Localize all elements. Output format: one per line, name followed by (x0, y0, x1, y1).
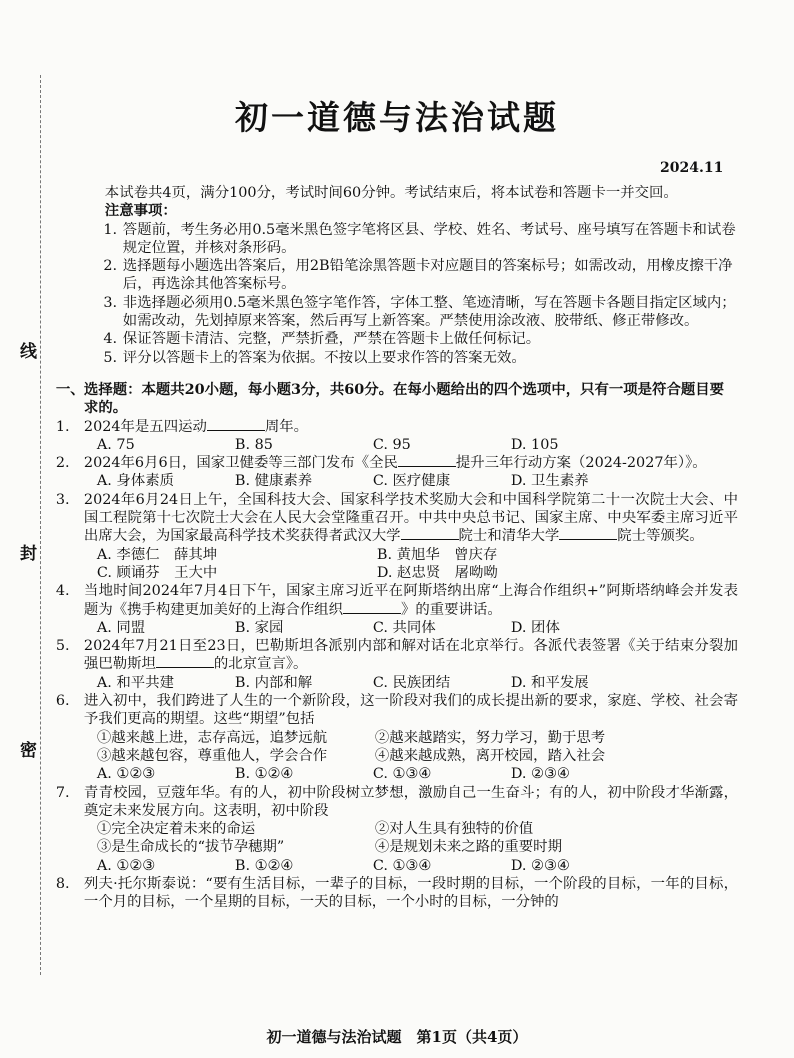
option: A. ①②③ (96, 766, 156, 783)
option: A. ①②③ (96, 857, 156, 874)
question-6-options (97, 765, 738, 783)
note-item: 4. 保证答题卡清洁、完整，严禁折叠，严禁在答题卡上做任何标记。 (103, 331, 541, 348)
exam-date: 2024.11 (660, 160, 724, 176)
question-6-statements (97, 729, 738, 766)
statement: ②对人生具有独特的价值 (374, 821, 534, 838)
question-6: 6. 进入初中，我们跨进了人生的一个新阶段，这一阶段对我们的成长提出新的要求，家庭、学校、社会寄予我们更高的期望。这些“期望”包括 (55, 693, 738, 728)
option: C. 医疗健康 (372, 473, 451, 490)
option: B. ①②④ (234, 857, 294, 874)
question-8: 8. 列夫·托尔斯泰说：“要有生活目标，一辈子的目标，一段时期的目标，一个阶段的目标，一年的目标，一个月的目标，一个星期的目标，一天的目标，一个小时的目标，一分钟的 (55, 875, 738, 911)
option: C. 民族团结 (372, 674, 451, 691)
question-7-statements (97, 820, 738, 857)
question-1-options (97, 436, 738, 454)
question-4-options (97, 619, 738, 637)
option: B. 内部和解 (234, 674, 313, 691)
option: D. 卫生素养 (510, 473, 589, 490)
option: B. 健康素养 (234, 473, 313, 490)
question-2-options (97, 472, 738, 490)
exam-content (55, 184, 738, 912)
option: C. ①③④ (372, 857, 432, 874)
notes-heading: 注意事项： (104, 202, 177, 220)
option: D. 团体 (510, 619, 560, 636)
option: A. 75 (96, 436, 135, 453)
answer-blank (207, 418, 265, 431)
note-item: 1. 答题前，考生务必用0.5毫米黑色签字笔将区县、学校、姓名、考试号、座号填写在答题卡和试卷规定位置，并核对条形码。 (103, 221, 736, 256)
answer-blank (559, 527, 617, 540)
statement: ③越来越包容，尊重他人，学会合作 (96, 747, 328, 764)
page-footer: 初一道德与法治试题 第1页（共4页） (266, 1028, 528, 1046)
note-item: 2. 选择题每小题选出答案后，用2B铅笔涂黑答题卡对应题目的答案标号；如需改动，用橡皮擦干净后，再选涂其他答案标号。 (103, 258, 733, 293)
statement: ③是生命成长的“拔节孕穗期” (96, 839, 285, 856)
statement: ①完全决定着未来的命运 (96, 821, 256, 838)
option: D. 105 (510, 436, 559, 453)
option: D. ②③④ (510, 766, 570, 783)
option: C. 顾诵芬 王大中 (96, 564, 218, 581)
option: B. 家园 (234, 619, 284, 636)
question-4: 4. 当地时间2024年7月4日下午，国家主席习近平在阿斯塔纳出席“上海合作组织+”阿斯塔纳峰会并发表题为《携手构建更加美好的上海合作组织 》的重要讲话。 (55, 583, 738, 618)
option: C. ①③④ (372, 766, 432, 783)
answer-blank (398, 454, 456, 467)
side-label-mi: 密 (20, 741, 37, 761)
option: A. 同盟 (96, 619, 146, 636)
statement: ②越来越踏实，努力学习，勤于思考 (374, 729, 606, 746)
option: C. 95 (372, 436, 411, 453)
option: D. 赵忠贤 屠呦呦 (376, 564, 498, 581)
question-3-options (97, 546, 738, 583)
option: D. 和平发展 (510, 674, 589, 691)
question-5: 5. 2024年7月21日至23日，巴勒斯坦各派别内部和解对话在北京举行。各派代表签署《关于结束分裂加强巴勒斯坦 的北京宣言》。 (55, 638, 738, 673)
section-heading: 一、 选择题：本题共20小题，每小题3分，共60分。在每小题给出的四个选项中，只有一项是符合题目要求的。 (55, 380, 725, 417)
question-1: 1. 2024年是五四运动 周年。 (55, 418, 309, 435)
option: C. 共同体 (372, 619, 436, 636)
option: B. 黄旭华 曾庆存 (376, 546, 498, 563)
option: B. 85 (234, 436, 273, 453)
answer-blank (343, 601, 401, 614)
statement: ④是规划未来之路的重要时期 (374, 839, 562, 856)
option: A. 和平共建 (96, 674, 174, 691)
note-item: 3. 非选择题必须用0.5毫米黑色签字笔作答，字体工整、笔迹清晰，写在答题卡各题目指定区域内；如需改动，先划掉原来答案，然后再写上新答案。严禁使用涂改液、胶带纸、修正带修改。 (103, 294, 736, 330)
option: A. 李德仁 薛其坤 (96, 546, 218, 563)
page-title: 初一道德与法治试题 (235, 98, 559, 137)
option: A. 身体素质 (96, 473, 174, 490)
binding-line (40, 75, 41, 975)
side-label-feng: 封 (20, 544, 37, 564)
intro-text: 本试卷共4页，满分100分，考试时间60分钟。考试结束后，将本试卷和答题卡一并交回。 (104, 185, 678, 201)
statement: ①越来越上进，志存高远，追梦远航 (96, 729, 328, 746)
question-7: 7. 青青校园，豆蔻年华。有的人，初中阶段树立梦想，激励自己一生奋斗；有的人，初中阶段才华渐露，奠定未来发展方向。这表明，初中阶段 (55, 784, 738, 819)
option: B. ①②④ (234, 766, 294, 783)
question-2: 2. 2024年6月6日，国家卫健委等三部门发布《全民 提升三年行动方案（2024-2027年）》。 (55, 455, 707, 472)
note-item: 5. 评分以答题卡上的答案为依据。不按以上要求作答的答案无效。 (103, 349, 526, 366)
side-label-xian: 线 (20, 342, 37, 362)
statement: ④越来越成熟，离开校园，踏入社会 (374, 747, 606, 764)
answer-blank (156, 655, 214, 668)
question-5-options (97, 674, 738, 692)
question-3: 3. 2024年6月24日上午，全国科技大会、国家科学技术奖励大会和中国科学院第二十一次院士大会、中国工程院第十七次院士大会在人民大会堂隆重召开。中共中央总书记、国家主席、中央军委主席习近平出席大会，为国家最高科学技术奖获得者武汉大学 院士和清华大学 院士等颁奖。 (55, 491, 738, 545)
question-7-options (97, 857, 738, 875)
answer-blank (401, 527, 459, 540)
option: D. ②③④ (510, 857, 570, 874)
